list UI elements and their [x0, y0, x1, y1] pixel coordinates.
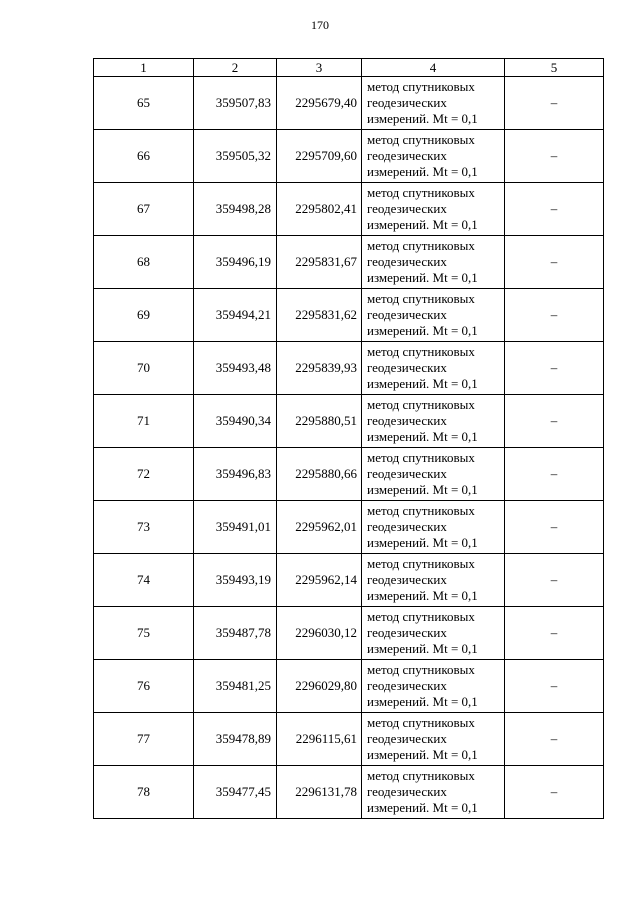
y-coordinate-cell: 2296115,61 [277, 713, 362, 766]
y-coordinate-cell: 2296030,12 [277, 607, 362, 660]
y-coordinate-cell: 2295962,01 [277, 501, 362, 554]
method-line: метод спутниковых [367, 238, 475, 253]
method-line: геодезических [367, 360, 447, 375]
method-line: метод спутниковых [367, 556, 475, 571]
method-cell [362, 554, 505, 607]
method-line: геодезических [367, 148, 447, 163]
method-line: метод спутниковых [367, 397, 475, 412]
method-line: измерений. Mt = 0,1 [367, 535, 478, 550]
header-col-4: 4 [362, 59, 505, 77]
note-cell: – [505, 554, 604, 607]
method-line: геодезических [367, 678, 447, 693]
point-number-cell: 77 [94, 713, 194, 766]
table-row [94, 395, 604, 448]
method-cell [362, 236, 505, 289]
y-coordinate-cell: 2295709,60 [277, 130, 362, 183]
point-number-cell: 69 [94, 289, 194, 342]
x-coordinate-cell: 359498,28 [194, 183, 277, 236]
table-row [94, 342, 604, 395]
method-line: геодезических [367, 519, 447, 534]
table-row [94, 660, 604, 713]
note-cell: – [505, 77, 604, 130]
method-line: геодезических [367, 95, 447, 110]
method-line: метод спутниковых [367, 132, 475, 147]
header-col-5: 5 [505, 59, 604, 77]
y-coordinate-cell: 2295679,40 [277, 77, 362, 130]
point-number-cell: 73 [94, 501, 194, 554]
table-body [94, 77, 604, 819]
point-number-cell: 68 [94, 236, 194, 289]
method-line: геодезических [367, 784, 447, 799]
method-line: геодезических [367, 307, 447, 322]
table-row [94, 130, 604, 183]
y-coordinate-cell: 2295962,14 [277, 554, 362, 607]
method-cell [362, 183, 505, 236]
note-cell: – [505, 289, 604, 342]
point-number-cell: 72 [94, 448, 194, 501]
method-cell [362, 713, 505, 766]
point-number-cell: 74 [94, 554, 194, 607]
method-line: измерений. Mt = 0,1 [367, 323, 478, 338]
point-number-cell: 78 [94, 766, 194, 819]
method-line: измерений. Mt = 0,1 [367, 588, 478, 603]
table-row [94, 236, 604, 289]
y-coordinate-cell: 2295880,66 [277, 448, 362, 501]
x-coordinate-cell: 359496,83 [194, 448, 277, 501]
method-cell [362, 607, 505, 660]
note-cell: – [505, 766, 604, 819]
x-coordinate-cell: 359491,01 [194, 501, 277, 554]
table-header [94, 59, 604, 77]
table-row [94, 501, 604, 554]
table-row [94, 607, 604, 660]
method-cell [362, 289, 505, 342]
table-row [94, 77, 604, 130]
y-coordinate-cell: 2295839,93 [277, 342, 362, 395]
method-line: геодезических [367, 466, 447, 481]
header-col-2: 2 [194, 59, 277, 77]
note-cell: – [505, 183, 604, 236]
note-cell: – [505, 130, 604, 183]
method-line: измерений. Mt = 0,1 [367, 164, 478, 179]
method-line: геодезических [367, 731, 447, 746]
method-line: метод спутниковых [367, 609, 475, 624]
method-line: измерений. Mt = 0,1 [367, 376, 478, 391]
point-number-cell: 76 [94, 660, 194, 713]
table-row [94, 554, 604, 607]
method-cell [362, 501, 505, 554]
method-line: метод спутниковых [367, 450, 475, 465]
method-line: геодезических [367, 201, 447, 216]
point-number-cell: 67 [94, 183, 194, 236]
method-line: измерений. Mt = 0,1 [367, 747, 478, 762]
method-line: метод спутниковых [367, 185, 475, 200]
x-coordinate-cell: 359494,21 [194, 289, 277, 342]
method-line: метод спутниковых [367, 662, 475, 677]
y-coordinate-cell: 2295802,41 [277, 183, 362, 236]
point-number-cell: 75 [94, 607, 194, 660]
method-line: метод спутниковых [367, 79, 475, 94]
page-number: 170 [311, 18, 329, 32]
x-coordinate-cell: 359507,83 [194, 77, 277, 130]
method-cell [362, 766, 505, 819]
y-coordinate-cell: 2296029,80 [277, 660, 362, 713]
x-coordinate-cell: 359481,25 [194, 660, 277, 713]
method-cell [362, 660, 505, 713]
method-line: измерений. Mt = 0,1 [367, 800, 478, 815]
method-line: геодезических [367, 413, 447, 428]
note-cell: – [505, 713, 604, 766]
point-number-cell: 66 [94, 130, 194, 183]
method-cell [362, 130, 505, 183]
table-row [94, 766, 604, 819]
note-cell: – [505, 501, 604, 554]
note-cell: – [505, 607, 604, 660]
y-coordinate-cell: 2295831,62 [277, 289, 362, 342]
method-line: измерений. Mt = 0,1 [367, 482, 478, 497]
x-coordinate-cell: 359493,19 [194, 554, 277, 607]
note-cell: – [505, 660, 604, 713]
note-cell: – [505, 342, 604, 395]
note-cell: – [505, 236, 604, 289]
point-number-cell: 65 [94, 77, 194, 130]
x-coordinate-cell: 359490,34 [194, 395, 277, 448]
x-coordinate-cell: 359478,89 [194, 713, 277, 766]
method-line: метод спутниковых [367, 715, 475, 730]
method-line: измерений. Mt = 0,1 [367, 694, 478, 709]
method-line: геодезических [367, 625, 447, 640]
method-cell [362, 342, 505, 395]
coordinates-table [93, 58, 604, 819]
table-row [94, 183, 604, 236]
method-line: метод спутниковых [367, 768, 475, 783]
method-cell [362, 448, 505, 501]
point-number-cell: 70 [94, 342, 194, 395]
y-coordinate-cell: 2296131,78 [277, 766, 362, 819]
x-coordinate-cell: 359487,78 [194, 607, 277, 660]
y-coordinate-cell: 2295831,67 [277, 236, 362, 289]
x-coordinate-cell: 359493,48 [194, 342, 277, 395]
x-coordinate-cell: 359496,19 [194, 236, 277, 289]
method-line: измерений. Mt = 0,1 [367, 270, 478, 285]
method-line: измерений. Mt = 0,1 [367, 217, 478, 232]
header-col-1: 1 [94, 59, 194, 77]
method-line: метод спутниковых [367, 503, 475, 518]
table-row [94, 448, 604, 501]
note-cell: – [505, 395, 604, 448]
point-number-cell: 71 [94, 395, 194, 448]
x-coordinate-cell: 359477,45 [194, 766, 277, 819]
method-line: измерений. Mt = 0,1 [367, 111, 478, 126]
method-line: измерений. Mt = 0,1 [367, 429, 478, 444]
method-line: измерений. Mt = 0,1 [367, 641, 478, 656]
table-row [94, 289, 604, 342]
y-coordinate-cell: 2295880,51 [277, 395, 362, 448]
method-line: метод спутниковых [367, 291, 475, 306]
header-col-3: 3 [277, 59, 362, 77]
method-line: метод спутниковых [367, 344, 475, 359]
method-cell [362, 395, 505, 448]
x-coordinate-cell: 359505,32 [194, 130, 277, 183]
method-cell [362, 77, 505, 130]
header-row [94, 59, 604, 77]
table-row [94, 713, 604, 766]
method-line: геодезических [367, 572, 447, 587]
method-line: геодезических [367, 254, 447, 269]
note-cell: – [505, 448, 604, 501]
